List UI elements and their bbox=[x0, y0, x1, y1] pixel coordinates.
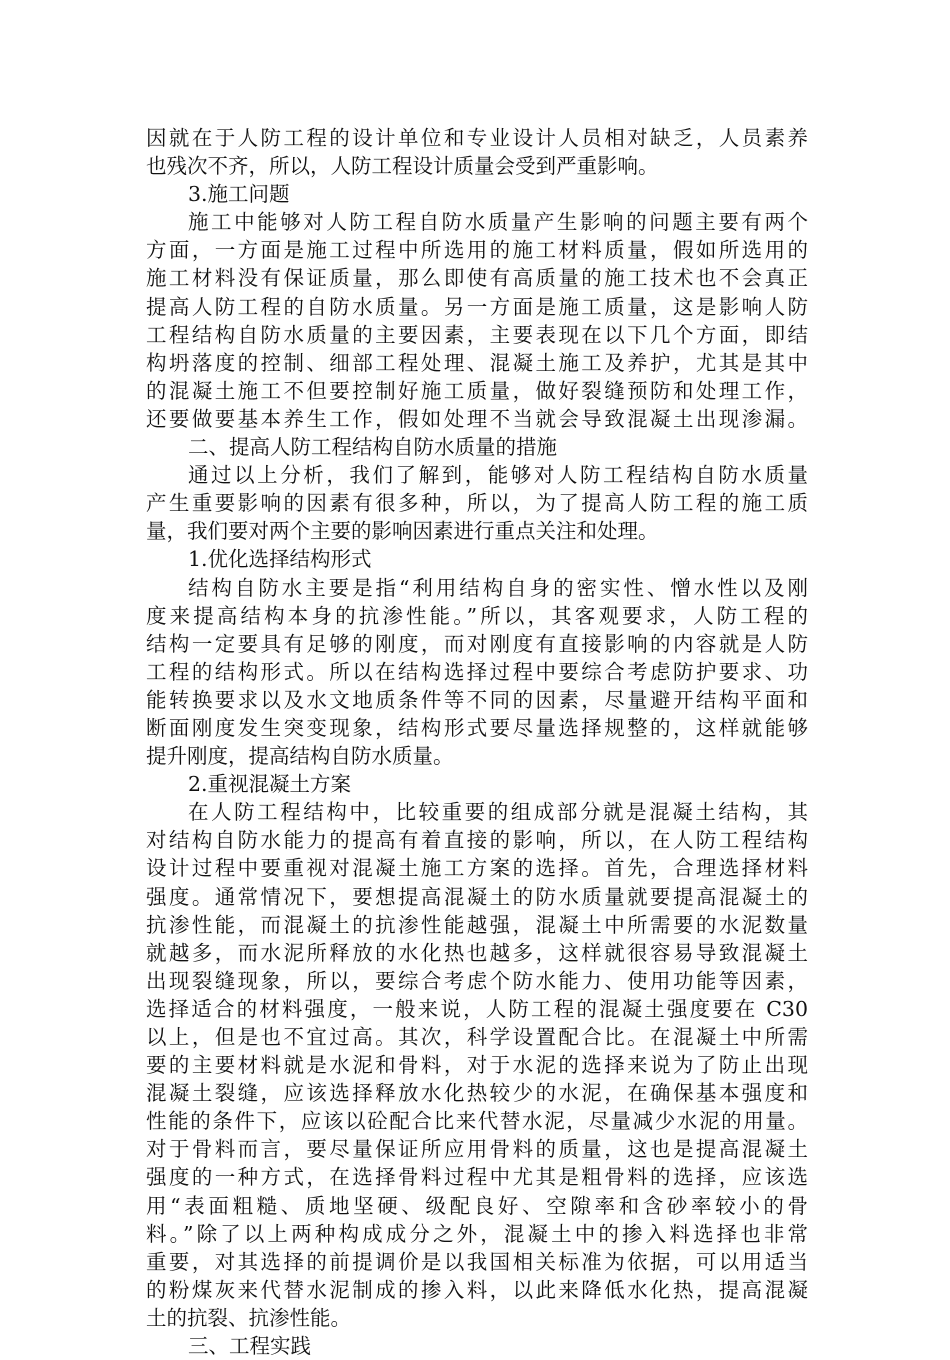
text-line: 要的主要材料就是水泥和骨料，对于水泥的选择来说为了防止出现 bbox=[146, 1053, 808, 1078]
text-line: 二、提高人防工程结构自防水质量的措施 bbox=[188, 435, 557, 460]
text-line: 提高人防工程的自防水质量。另一方面是施工质量，这是影响人防 bbox=[146, 294, 808, 319]
text-line: 断面刚度发生突变现象，结构形式要尽量选择规整的，这样就能够 bbox=[146, 715, 808, 740]
text-line: 以上，但是也不宜过高。其次，科学设置配合比。在混凝土中所需 bbox=[146, 1025, 808, 1049]
text-line: 重要，对其选择的前提调价是以我国相关标准为依据，可以用适当 bbox=[146, 1249, 808, 1274]
text-line: 提升刚度，提高结构自防水质量。 bbox=[146, 744, 454, 769]
text-line: 的粉煤灰来代替水泥制成的掺入料，以此来降低水化热，提高混凝 bbox=[146, 1277, 808, 1302]
text-line: 强度的一种方式，在选择骨料过程中尤其是粗骨料的选择，应该选 bbox=[146, 1165, 808, 1190]
text-line: 通过以上分析，我们了解到，能够对人防工程结构自防水质量 bbox=[188, 463, 808, 488]
text-line: 还要做要基本养生工作，假如处理不当就会导致混凝土出现渗漏。 bbox=[146, 406, 808, 431]
text-line: 混凝土裂缝，应该选择释放水化热较少的水泥，在确保基本强度和 bbox=[146, 1081, 808, 1106]
text-line: 1.优化选择结构形式 bbox=[188, 547, 372, 572]
text-line: 也残次不齐，所以，人防工程设计质量会受到严重影响。 bbox=[146, 154, 659, 179]
text-line: 产生重要影响的因素有很多种，所以，为了提高人防工程的施工质 bbox=[146, 491, 808, 516]
text-line: 施工中能够对人防工程自防水质量产生影响的问题主要有两个 bbox=[188, 210, 808, 235]
text-line: 能转换要求以及水文地质条件等不同的因素，尽量避开结构平面和 bbox=[146, 687, 808, 712]
text-line: 选择适合的材料强度，一般来说，人防工程的混凝土强度要在 C30 bbox=[146, 996, 808, 1021]
text-line: 三、工程实践 bbox=[188, 1334, 311, 1359]
text-line: 用“表面粗糙、质地坚硬、级配良好、空隙率和含砂率较小的骨 bbox=[146, 1193, 808, 1218]
text-line: 土的抗裂、抗渗性能。 bbox=[146, 1305, 351, 1330]
text-line: 抗渗性能，而混凝土的抗渗性能越强，混凝土中所需要的水泥数量 bbox=[146, 912, 808, 937]
text-line: 施工材料没有保证质量，那么即使有高质量的施工技术也不会真正 bbox=[146, 266, 808, 291]
text-line: 2.重视混凝土方案 bbox=[188, 772, 352, 797]
text-line: 工程的结构形式。所以在结构选择过程中要综合考虑防护要求、功 bbox=[146, 659, 808, 684]
text-line: 设计过程中要重视对混凝土施工方案的选择。首先，合理选择材料 bbox=[146, 856, 808, 881]
text-line: 就越多，而水泥所释放的水化热也越多，这样就很容易导致混凝土 bbox=[146, 940, 808, 965]
document-body bbox=[146, 124, 808, 1360]
text-line: 对于骨料而言，要尽量保证所应用骨料的质量，这也是提高混凝土 bbox=[146, 1137, 808, 1162]
text-line: 因就在于人防工程的设计单位和专业设计人员相对缺乏，人员素养 bbox=[146, 126, 808, 150]
text-line: 方面，一方面是施工过程中所选用的施工材料质量，假如所选用的 bbox=[146, 238, 808, 263]
text-line: 结构一定要具有足够的刚度，而对刚度有直接影响的内容就是人防 bbox=[146, 631, 808, 656]
text-line: 料。”除了以上两种构成成分之外，混凝土中的掺入料选择也非常 bbox=[146, 1221, 808, 1246]
text-line: 3.施工问题 bbox=[188, 182, 290, 207]
text-line: 构坍落度的控制、细部工程处理、混凝土施工及养护，尤其是其中 bbox=[146, 350, 808, 375]
text-line: 出现裂缝现象，所以，要综合考虑个防水能力、使用功能等因素， bbox=[146, 968, 808, 993]
text-line: 量，我们要对两个主要的影响因素进行重点关注和处理。 bbox=[146, 519, 659, 544]
text-line: 在人防工程结构中，比较重要的组成部分就是混凝土结构，其 bbox=[188, 800, 808, 825]
text-line: 度来提高结构本身的抗渗性能。”所以，其客观要求，人防工程的 bbox=[146, 603, 808, 628]
text-line: 对结构自防水能力的提高有着直接的影响，所以，在人防工程结构 bbox=[146, 828, 808, 853]
text-line: 强度。通常情况下，要想提高混凝土的防水质量就要提高混凝土的 bbox=[146, 884, 808, 909]
text-line: 性能的条件下，应该以砼配合比来代替水泥，尽量减少水泥的用量。 bbox=[146, 1109, 808, 1134]
text-line: 结构自防水主要是指“利用结构自身的密实性、憎水性以及刚 bbox=[188, 575, 808, 600]
text-line: 的混凝土施工不但要控制好施工质量，做好裂缝预防和处理工作， bbox=[146, 378, 808, 403]
text-line: 工程结构自防水质量的主要因素，主要表现在以下几个方面，即结 bbox=[146, 322, 808, 347]
